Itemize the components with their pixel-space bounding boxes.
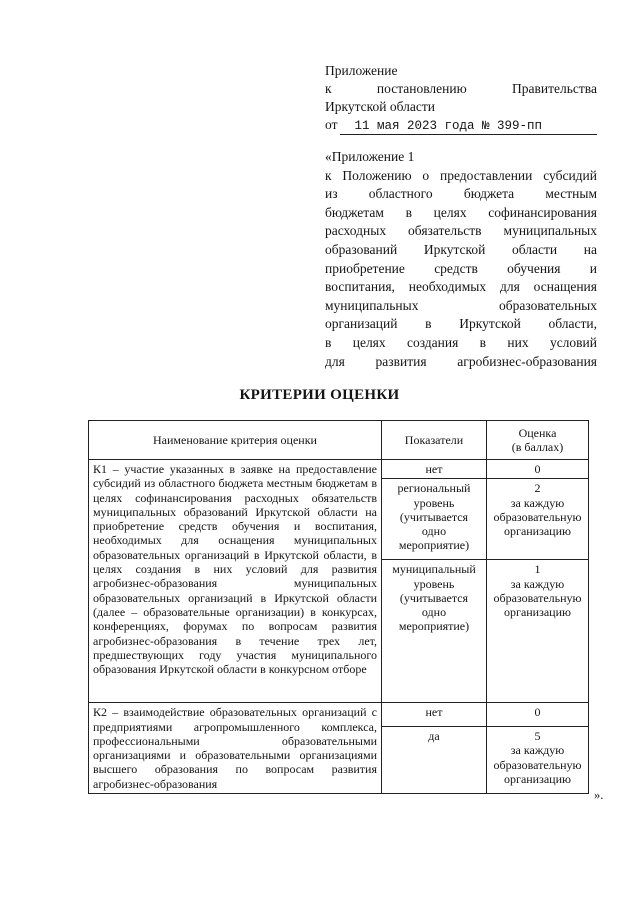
score-cell [487, 703, 589, 727]
indicator-cell [382, 560, 487, 703]
score-value: 2 [534, 481, 541, 496]
score-note: организацию [504, 605, 571, 620]
indicator-cell [382, 703, 487, 727]
regulation-line: образований Иркутской области на [325, 241, 597, 257]
header-score-line: (в баллах) [511, 440, 564, 454]
score-note: организацию [504, 771, 571, 786]
regulation-line: муниципальных образовательных [325, 297, 597, 313]
appendix-header [325, 62, 597, 135]
appendix-region: Иркутской области [325, 99, 436, 114]
score-note: за каждую [510, 743, 565, 758]
regulation-appendix-header [325, 148, 597, 371]
regulation-line: для развития агробизнес-образования [325, 353, 597, 369]
indicator-text: нет [425, 705, 443, 720]
score-value: 0 [534, 462, 541, 476]
header-criterion-name: Наименование критерия оценки [89, 421, 382, 460]
indicator-text: нет [425, 462, 443, 476]
appendix-label: Приложение [325, 63, 398, 78]
table-row [89, 460, 589, 479]
indicator-text: региональный [397, 481, 471, 496]
regulation-line: в целях создания в них условий [325, 334, 597, 350]
header-score [487, 421, 589, 460]
appendix-resolution-ref: к постановлению Правительства [325, 81, 597, 96]
indicator-text: уровень [413, 576, 455, 591]
score-note: образовательную [493, 590, 582, 605]
indicator-cell [382, 727, 487, 794]
score-note: за каждую [510, 495, 565, 510]
score-note: образовательную [493, 757, 582, 772]
regulation-line: воспитания, необходимых для оснащения [325, 279, 597, 295]
header-score-line: Оценка [518, 425, 557, 440]
score-note: за каждую [510, 576, 565, 591]
indicator-cell [382, 479, 487, 560]
header-indicators: Показатели [382, 421, 487, 460]
regulation-line: «Приложение 1 [325, 149, 415, 164]
regulation-line: организаций в Иркутской области, [325, 316, 597, 332]
date-value: 11 мая 2023 года № 399-пп [340, 119, 597, 135]
indicator-text: (учитывается [399, 509, 469, 524]
indicator-text: (учитывается [399, 590, 469, 605]
criteria-table [88, 420, 589, 794]
score-cell [487, 560, 589, 703]
indicator-text: одно [421, 605, 447, 620]
date-prefix: от [325, 117, 338, 132]
indicator-text: да [428, 729, 440, 744]
regulation-line: к Положению о предоставлении субсидий [325, 167, 597, 183]
criterion-k1-name: К1 – участие указанных в заявке на предоставление субсидий из областного бюджета местным бюджетам в целях софинансирования расходных обязательств муниципальных образований Иркутской области на приобретение средств обучения и воспитания, необходимых для оснащения муниципальных образовательных организаций в Иркутской области, в целях создания в них условий для развития агробизнес-образования муниципальных образовательных организаций в Иркутской области (далее – образовательные организации) в конкурсах, конференциях, форумах по вопросам развития агробизнес-образования в течение трех лет, предшествующих году участия муниципального образования Иркутской области в конкурсном отборе [89, 460, 382, 703]
score-note: образовательную [493, 509, 582, 524]
score-value: 1 [534, 562, 541, 577]
criterion-k2-name: К2 – взаимодействие образовательных организаций с предприятиями агропромышленного комплекса, профессиональными образовательными организациями и образовательными организациями высшего образования по вопросам развития агробизнес-образования [89, 703, 382, 794]
indicator-text: уровень [413, 495, 455, 510]
page-title: КРИТЕРИИ ОЦЕНКИ [239, 387, 400, 403]
score-cell [487, 460, 589, 479]
indicator-text: муниципальный [392, 562, 476, 577]
score-note: организацию [504, 524, 571, 539]
indicator-cell [382, 460, 487, 479]
regulation-line: из областного бюджета местным [325, 186, 597, 202]
score-value: 5 [534, 729, 541, 744]
regulation-line: бюджетам в целях софинансирования [325, 204, 597, 220]
regulation-line: расходных обязательств муниципальных [325, 223, 597, 239]
table-header-row [89, 421, 589, 460]
table-row [89, 703, 589, 727]
indicator-text: одно [421, 524, 447, 539]
appendix-date-line [325, 116, 597, 135]
indicator-text: мероприятие) [398, 619, 470, 634]
closing-quote: ». [594, 788, 604, 802]
indicator-text: мероприятие) [398, 538, 470, 553]
score-value: 0 [534, 705, 541, 720]
score-cell [487, 727, 589, 794]
score-cell [487, 479, 589, 560]
regulation-line: приобретение средств обучения и [325, 260, 597, 276]
